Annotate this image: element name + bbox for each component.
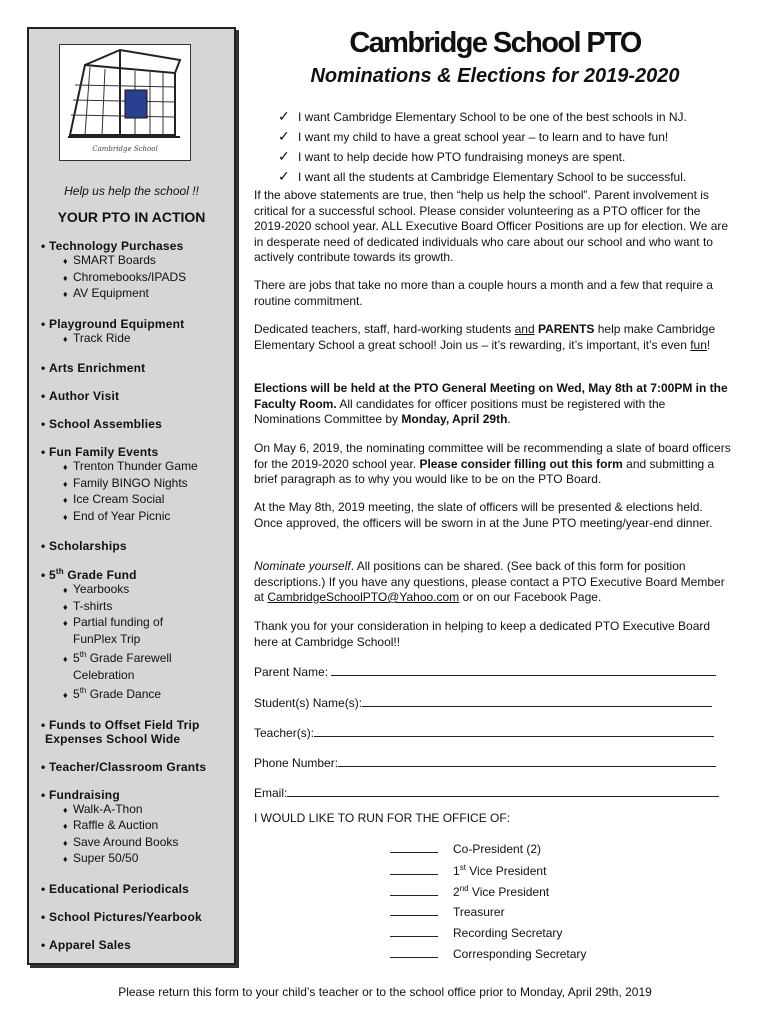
category-item: ♦ T-shirts xyxy=(63,598,113,613)
category-label: • School Assemblies xyxy=(41,417,162,431)
category-label: • Teacher/Classroom Grants xyxy=(41,759,207,774)
page-title: Cambridge School PTO xyxy=(349,27,641,59)
sidebar-heading: YOUR PTO IN ACTION xyxy=(57,209,206,225)
sidebar-category xyxy=(41,389,231,403)
checkmark-icon: ✓ xyxy=(278,168,290,184)
sidebar-category xyxy=(41,567,231,704)
dedicated-paragraph: Dedicated teachers, staff, hard-working students and PARENTS help make Cambridge Elementary School a great school! Join us – it’s rewarding, it’s important, it’s even fun! xyxy=(254,322,716,352)
meeting-paragraph: At the May 8th, 2019 meeting, the slate of officers will be presented & elections held. Once approved, the officers will be sworn in at the June PTO meeting/year-end dinner. xyxy=(254,500,713,530)
office-option[interactable] xyxy=(390,947,586,961)
checkmark-icon: ✓ xyxy=(278,148,290,164)
sidebar-category xyxy=(41,910,231,924)
nominating-paragraph: On May 6, 2019, the nominating committee will be recommending a slate of board officers for the 2019-2020 school year. Please consider filling out this form and submitting a brief paragraph as to why you would like to be on the PTO Board. xyxy=(254,441,731,486)
category-label: • Author Visit xyxy=(41,389,120,403)
student-names-field[interactable]: Student(s) Name(s): xyxy=(254,696,712,710)
sidebar-category xyxy=(41,445,231,525)
office-label: Treasurer xyxy=(453,905,505,919)
category-label: • Technology Purchases xyxy=(41,239,184,253)
office-blank[interactable] xyxy=(390,948,438,958)
run-for-office-label: I WOULD LIKE TO RUN FOR THE OFFICE OF: xyxy=(254,811,511,825)
category-label: • Apparel Sales xyxy=(41,937,131,952)
category-item: ♦ Save Around Books xyxy=(63,834,179,849)
category-label: • School Pictures/Yearbook xyxy=(41,909,202,924)
parent-name-field[interactable]: Parent Name: xyxy=(254,665,716,679)
category-item: ♦ Yearbooks xyxy=(63,582,130,596)
category-item: ♦ AV Equipment xyxy=(63,286,149,300)
check-item: ✓ I want Cambridge Elementary School to be one of the best schools in NJ. xyxy=(278,108,687,124)
category-item: ♦ Super 50/50 xyxy=(63,851,139,865)
phone-field[interactable]: Phone Number: xyxy=(254,756,716,770)
sidebar-category xyxy=(41,938,231,952)
office-blank[interactable] xyxy=(390,927,438,937)
category-label: • Educational Periodicals xyxy=(41,881,189,896)
check-item: ✓ I want all the students at Cambridge Elementary School to be successful. xyxy=(278,168,687,184)
sidebar-category xyxy=(41,718,231,746)
checkmark-icon: ✓ xyxy=(278,108,290,124)
thanks-paragraph: Thank you for your consideration in helping to keep a dedicated PTO Executive Board here at Cambridge School!! xyxy=(254,619,711,649)
email-field[interactable]: Email: xyxy=(254,786,719,800)
page-subtitle: Nominations & Elections for 2019-2020 xyxy=(310,65,680,87)
jobs-paragraph: There are jobs that take no more than a couple hours a month and a few that require a routine commitment. xyxy=(254,278,713,308)
category-item: FunPlex Trip xyxy=(73,631,141,646)
nominate-paragraph: Nominate yourself. All positions can be shared. (See back of this form for position descriptions.) If you have any questions, please contact a PTO Executive Board Member at CambridgeSchoolPTO@Yahoo.com or on our Facebook Page. xyxy=(254,559,725,604)
category-label: • Fun Family Events xyxy=(41,445,159,459)
office-label: Corresponding Secretary xyxy=(453,947,587,961)
sidebar-category xyxy=(41,882,231,896)
category-label: • 5th Grade Fund xyxy=(41,567,137,582)
category-item: ♦ SMART Boards xyxy=(63,253,156,267)
category-label: • Fundraising xyxy=(41,787,120,802)
office-option[interactable] xyxy=(390,842,541,856)
category-item: ♦ 5th Grade Dance xyxy=(63,686,162,701)
building-icon xyxy=(60,45,190,145)
school-logo xyxy=(59,44,191,161)
sidebar-category xyxy=(41,788,231,868)
pto-activities-list xyxy=(41,239,231,952)
office-label: Co-President (2) xyxy=(453,842,542,856)
category-item: ♦ Ice Cream Social xyxy=(63,492,165,506)
elections-paragraph: Elections will be held at the PTO General Meeting on Wed, May 8th at 7:00PM in the Faculty Room. All candidates for officer positions must be registered with the Nominations Committee by Monday, April 29th. xyxy=(254,381,728,426)
phone-line[interactable] xyxy=(338,756,716,767)
category-label: • Funds to Offset Field Trip Expenses School Wide xyxy=(41,717,200,746)
category-item: Celebration xyxy=(73,667,135,682)
category-label: • Scholarships xyxy=(41,539,127,553)
office-blank[interactable] xyxy=(390,843,438,853)
office-option[interactable]: 2nd Vice President xyxy=(390,884,549,899)
category-label: • Arts Enrichment xyxy=(41,361,146,375)
sidebar-category xyxy=(41,760,231,774)
category-item: ♦ Partial funding of xyxy=(63,615,164,629)
category-item: ♦ Walk-A-Thon xyxy=(63,801,143,816)
parent-name-line[interactable] xyxy=(331,665,716,676)
office-option[interactable] xyxy=(390,905,505,919)
sidebar-category xyxy=(41,417,231,431)
category-item: ♦ Track Ride xyxy=(63,330,131,345)
sidebar-category xyxy=(41,361,231,375)
logo-caption: Cambridge School xyxy=(92,145,158,153)
footer-note: Please return this form to your child’s teacher or to the school office prior to Monday, April 29th, 2019 xyxy=(118,985,652,999)
checklist xyxy=(278,107,687,187)
category-item: ♦ Raffle & Auction xyxy=(63,818,159,832)
category-item: ♦ 5th Grade Farewell xyxy=(63,650,172,665)
category-item: ♦ Chromebooks/IPADS xyxy=(63,269,187,284)
check-item: ✓ I want my child to have a great school year – to learn and to have fun! xyxy=(278,128,669,144)
intro-paragraph: If the above statements are true, then “help us help the school”. Parent involvement is critical for a successful school. Please consider volunteering as a PTO officer for the 2019-2020 school year. ALL Executive Board Officer Positions are up for election. We are in desperate need of dedicated individuals who care about our school and who want to actively contribute towards its growth. xyxy=(254,188,729,264)
email-line[interactable] xyxy=(287,786,719,797)
sidebar-category xyxy=(41,317,231,348)
office-label: Recording Secretary xyxy=(453,926,563,940)
contact-email-link[interactable]: CambridgeSchoolPTO@Yahoo.com xyxy=(267,590,460,604)
office-blank[interactable] xyxy=(390,906,438,916)
category-item: ♦ End of Year Picnic xyxy=(63,508,171,523)
office-label: Vice President xyxy=(465,864,547,878)
teachers-field[interactable]: Teacher(s): xyxy=(254,726,714,740)
office-label: Vice President xyxy=(468,885,550,899)
sidebar-category xyxy=(41,239,231,303)
office-option[interactable]: 1st Vice President xyxy=(390,863,546,878)
category-label: • Playground Equipment xyxy=(41,316,185,331)
sidebar xyxy=(27,27,236,965)
help-text: Help us help the school !! xyxy=(64,184,199,198)
check-item: ✓ I want to help decide how PTO fundraising moneys are spent. xyxy=(278,148,626,164)
category-item: ♦ Family BINGO Nights xyxy=(63,475,188,490)
teachers-line[interactable] xyxy=(314,726,714,737)
student-names-line[interactable] xyxy=(362,696,712,707)
office-blank[interactable] xyxy=(390,865,438,875)
category-item: ♦ Trenton Thunder Game xyxy=(63,459,198,473)
office-blank[interactable] xyxy=(390,886,438,896)
sidebar-category xyxy=(41,539,231,553)
checkmark-icon: ✓ xyxy=(278,128,290,144)
office-option[interactable] xyxy=(390,926,562,940)
